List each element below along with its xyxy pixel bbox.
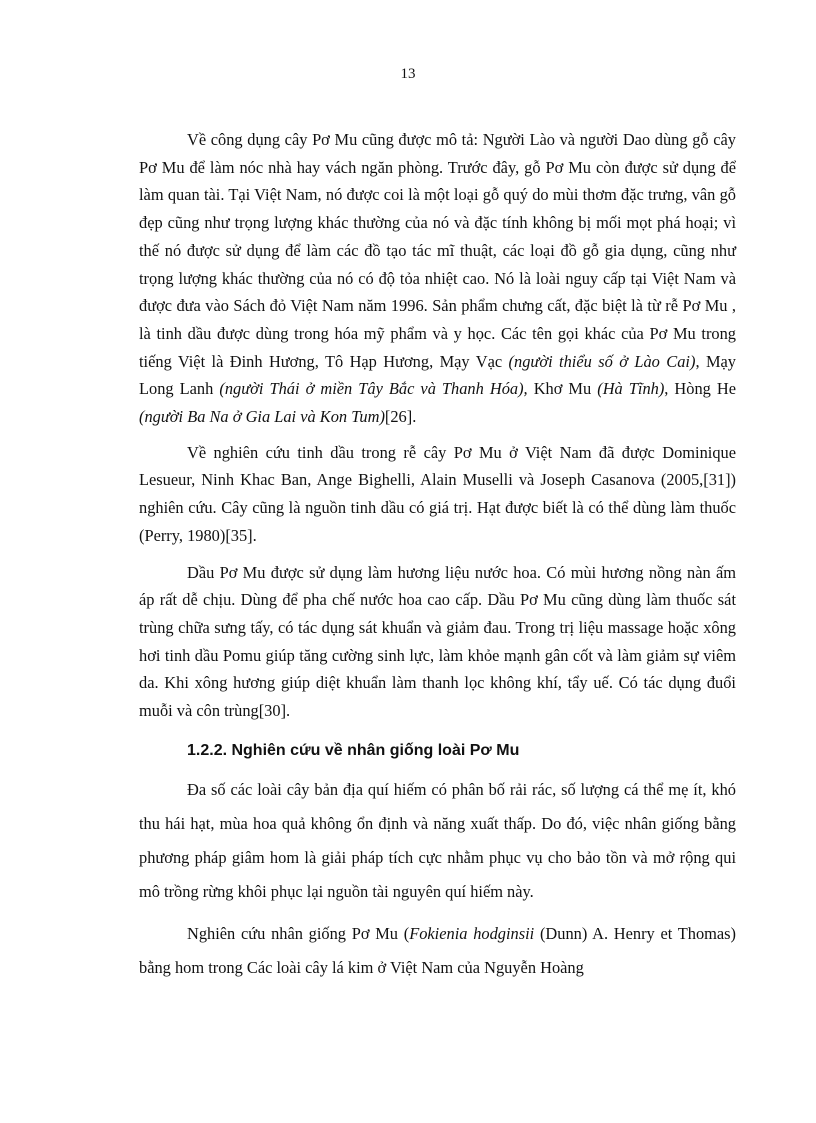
text-run: Về công dụng cây Pơ Mu cũng được mô tả: Người Lào và người Dao dùng gỗ cây Pơ Mu để làm nóc nhà hay vách ngăn phòng. Trước đây, gỗ Pơ Mu còn được sử dụng để làm quan tài. Tại Việt Nam, nó được coi là một loại gỗ quý do mùi thơm đặc trưng, vân gỗ đẹp cũng như trọng lượng khác thường của nó và đặc tính không bị mối mọt phá hoại; vì thế nó được sử dụng để làm các đồ tạo tác mĩ thuật, các loại đồ gỗ gia dụng, cũng như trọng lượng khác thường của nó có độ tỏa nhiệt cao. Nó là loài nguy cấp tại Việt Nam và được đưa vào Sách đỏ Việt Nam năm 1996. Sản phẩm chưng cất, đặc biệt là từ rễ Pơ Mu , là tinh dầu được dùng trong hóa mỹ phẩm và y học. Các tên gọi khác của Pơ Mu trong tiếng Việt là Đinh Hương, Tô Hạp Hương, Mạy Vạc <box>139 130 736 371</box>
section-heading: 1.2.2. Nghiên cứu về nhân giống loài Pơ Mu <box>187 741 520 759</box>
text-run: (Dunn) A. Henry et Thomas) bằng hom trong Các loài cây lá kim ở Việt Nam của Nguyễn Hoàng <box>139 923 736 977</box>
paragraph-cutting-study <box>139 917 736 985</box>
citation: [26]. <box>384 407 417 427</box>
paragraph-uses <box>139 126 736 431</box>
italic-note: (người Thái ở miền Tây Bắc và Thanh Hóa), <box>219 379 528 399</box>
species-name: Fokienia hodginsii <box>409 923 535 943</box>
italic-note: (người Ba Na ở Gia Lai và Kon Tum) <box>139 407 385 427</box>
text-run: Nghiên cứu nhân giống Pơ Mu ( <box>187 923 410 943</box>
italic-note: (Hà Tĩnh) <box>597 379 665 399</box>
italic-note: (người thiểu số ở Lào Cai) <box>508 351 696 371</box>
page-body <box>139 126 736 985</box>
paragraph-propagation: Đa số các loài cây bản địa quí hiếm có phân bố rải rác, số lượng cá thể mẹ ít, khó thu hái hạt, mùa hoa quả không ổn định và năng xuất thấp. Do đó, việc nhân giống bằng phương pháp giâm hom là giải pháp tích cực nhằm phục vụ cho bảo tồn và mở rộng qui mô trồng rừng khôi phục lại nguồn tài nguyên quí hiếm này. <box>139 779 736 901</box>
paragraph-essential-oil-research: Về nghiên cứu tinh dầu trong rễ cây Pơ Mu ở Việt Nam đã được Dominique Lesueur, Ninh Khac Ban, Ange Bighelli, Alain Muselli và Joseph Casanova (2005,[31]) nghiên cứu. Cây cũng là nguồn tinh dầu có giá trị. Hạt được biết là có thể dùng làm thuốc (Perry, 1980)[35]. <box>139 442 736 545</box>
text-run: Khơ Mu <box>527 379 598 399</box>
text-run: , Hòng He <box>664 379 737 399</box>
page-number: 13 <box>400 66 416 82</box>
paragraph-oil-uses: Dầu Pơ Mu được sử dụng làm hương liệu nước hoa. Có mùi hương nồng nàn ấm áp rất dễ chịu. Dùng để pha chế nước hoa cao cấp. Dầu Pơ Mu cũng dùng làm thuốc sát trùng chữa sưng tấy, có tác dụng sát khuẩn và giảm đau. Trong trị liệu massage hoặc xông hơi tinh dầu Pomu giúp tăng cường sinh lực, làm khỏe mạnh gân cốt và làm giảm sự viêm da. Khi xông hương giúp diệt khuẩn làm thanh lọc không khí, tẩy uế. Có tác dụng đuổi muỗi và côn trùng[30]. <box>139 562 736 721</box>
text-run: , Mạy Long Lanh <box>139 351 736 399</box>
